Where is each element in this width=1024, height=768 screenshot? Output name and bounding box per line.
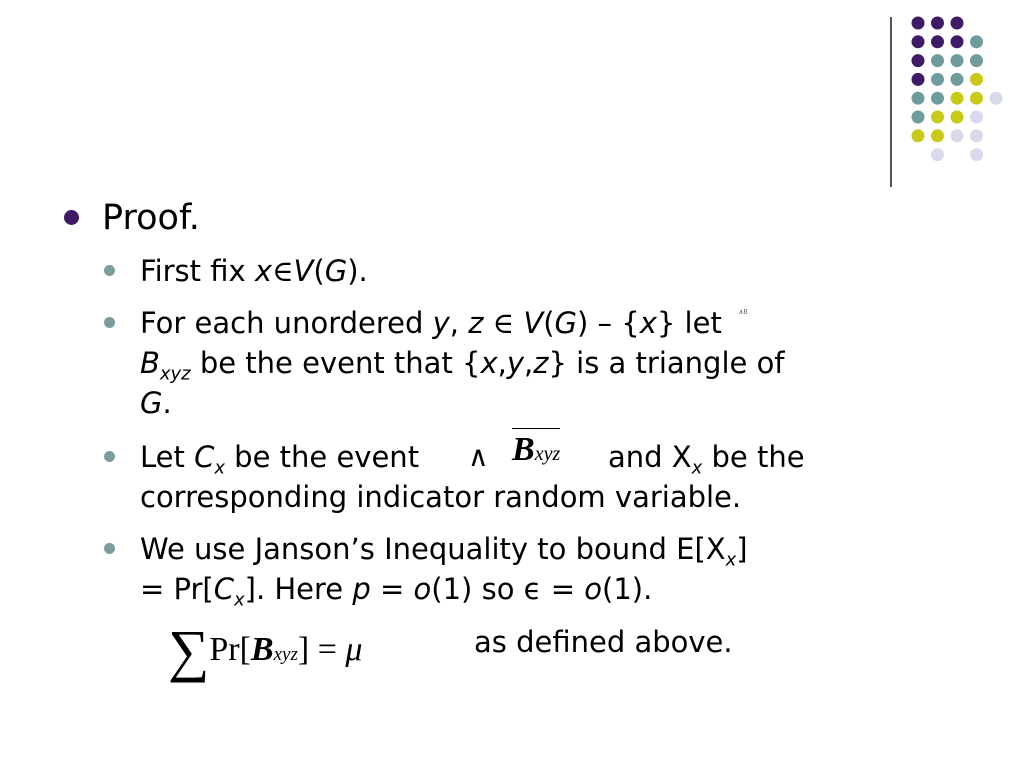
decor-dot — [951, 111, 964, 124]
text-fragment: ] — [736, 532, 748, 566]
text-fragment: be the event — [224, 440, 420, 474]
text-fragment: and X — [608, 440, 692, 474]
text-fragment: y — [506, 346, 525, 380]
pr-open: Pr[ — [209, 631, 251, 668]
text-fragment: ∈ — [483, 306, 524, 340]
decor-dot — [931, 129, 944, 142]
decorative-divider-line — [890, 17, 892, 187]
text-fragment: be the event that { — [190, 346, 481, 380]
text-fragment: x — [691, 457, 703, 479]
math-B: B — [512, 431, 535, 468]
bullet-text-line — [140, 529, 748, 569]
bullet-dot-icon — [104, 317, 115, 328]
text-fragment: } let — [656, 306, 722, 340]
decor-dot — [912, 129, 925, 142]
bullet-text-line — [140, 303, 722, 343]
decor-dot — [970, 54, 983, 67]
text-fragment: First fix — [140, 254, 255, 288]
text-fragment: y — [432, 306, 450, 340]
text-fragment: ) – { — [577, 306, 640, 340]
bullet-text-line — [140, 251, 368, 291]
text-fragment: x — [254, 254, 273, 288]
decor-dot — [951, 73, 964, 86]
text-fragment: ]. Here — [244, 572, 353, 606]
text-fragment: G — [140, 386, 163, 420]
decor-dot — [951, 35, 964, 48]
bullet-text-line — [140, 437, 419, 477]
decor-dot — [931, 35, 944, 48]
text-fragment: For each unordered — [140, 306, 433, 340]
decorative-dot-grid — [0, 0, 1024, 200]
decor-dot — [951, 17, 964, 30]
decor-dot — [970, 73, 983, 86]
bullet-text-line — [140, 477, 741, 517]
text-fragment: B — [140, 346, 160, 380]
text-fragment: xyz — [159, 363, 191, 385]
text-fragment: C — [213, 572, 234, 606]
bullet-dot-icon — [104, 451, 115, 462]
decor-dot — [912, 92, 925, 105]
text-fragment: x — [233, 589, 245, 611]
math-sub-xyz: xyz — [273, 644, 298, 665]
decor-dot — [931, 148, 944, 161]
heading-proof: Proof. — [102, 198, 200, 238]
bullet-text-tail — [608, 437, 805, 477]
bullet-dot-icon — [104, 543, 115, 554]
decor-dot — [931, 111, 944, 124]
text-fragment: ). — [347, 254, 368, 288]
decor-dot — [931, 17, 944, 30]
decor-dot — [951, 129, 964, 142]
math-sub-xyz: xyz — [534, 443, 561, 465]
decor-dot — [931, 73, 944, 86]
text-fragment: x — [725, 549, 737, 571]
text-fragment: G — [324, 254, 348, 288]
bullet-dot-icon — [64, 210, 79, 225]
decor-dot — [970, 148, 983, 161]
decor-dot — [912, 54, 925, 67]
text-fragment: be the — [702, 440, 805, 474]
text-fragment: V — [293, 254, 314, 288]
decor-dot — [912, 111, 925, 124]
text-fragment: p — [352, 572, 371, 606]
decor-dot — [931, 92, 944, 105]
tiny-math-label: ∧B — [738, 308, 748, 316]
decor-dot — [990, 92, 1003, 105]
text-fragment: z — [468, 306, 484, 340]
text-fragment: ∈ — [272, 254, 294, 288]
text-fragment: C — [194, 440, 215, 474]
decor-dot — [970, 35, 983, 48]
text-fragment: , — [524, 346, 534, 380]
text-fragment: (1). — [602, 572, 653, 606]
decor-dot — [970, 111, 983, 124]
math-overline-Bxyz — [512, 428, 560, 473]
text-fragment: x — [480, 346, 498, 380]
text-fragment: , — [497, 346, 507, 380]
text-fragment: , — [449, 306, 469, 340]
sigma-symbol: ∑ — [168, 618, 210, 683]
math-B: B — [250, 631, 274, 668]
text-fragment: o — [413, 572, 432, 606]
decor-dot — [951, 92, 964, 105]
decor-dot — [912, 73, 925, 86]
decor-dot — [951, 54, 964, 67]
bullet-dot-icon — [104, 265, 115, 276]
bullet-text-line — [140, 569, 652, 609]
text-fragment: V — [523, 306, 544, 340]
text-fragment: o — [584, 572, 602, 606]
bullet-text-line — [140, 343, 785, 383]
decor-dot — [931, 54, 944, 67]
text-fragment: . — [162, 386, 172, 420]
sum-formula — [168, 618, 363, 683]
math-wedge-symbol: ∧ — [468, 440, 489, 473]
bullet-text-line — [140, 383, 172, 423]
text-fragment: ( — [313, 254, 325, 288]
text-fragment: ( — [543, 306, 555, 340]
text-fragment: G — [554, 306, 578, 340]
text-fragment: corresponding indicator random variable. — [140, 480, 742, 514]
text-fragment: } is a triangle of — [548, 346, 785, 380]
text-fragment: x — [639, 306, 657, 340]
text-fragment: (1) so ϵ = — [431, 572, 585, 606]
decor-dot — [912, 35, 925, 48]
text-fragment: We use Janson’s Inequality to bound E[X — [140, 532, 726, 566]
as-defined-above-text: as defined above. — [474, 625, 733, 659]
mu-symbol: μ — [345, 631, 363, 668]
text-fragment: Let — [140, 440, 195, 474]
text-fragment: = Pr[ — [140, 572, 214, 606]
text-fragment: = — [370, 572, 414, 606]
pr-close-equals: ] = — [297, 631, 337, 668]
text-fragment: x — [214, 457, 225, 479]
text-fragment: z — [533, 346, 549, 380]
decor-dot — [970, 92, 983, 105]
decor-dot — [912, 17, 925, 30]
decor-dot — [970, 129, 983, 142]
